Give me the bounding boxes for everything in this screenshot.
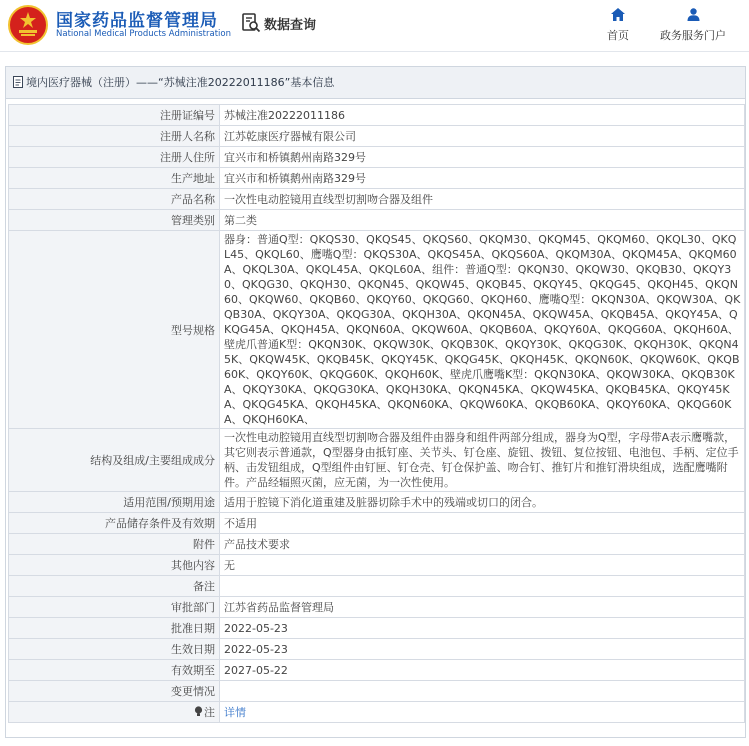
field-label: 适用范围/预期用途 [9,492,220,513]
field-value [220,576,745,597]
field-value [220,681,745,702]
table-row [9,189,745,210]
document-search-icon [241,13,261,33]
table-row [9,231,745,429]
site-header [0,0,749,52]
field-label: 注册人名称 [9,126,220,147]
field-value: 2027-05-22 [220,660,745,681]
table-row [9,576,745,597]
table-row [9,639,745,660]
field-label: 生效日期 [9,639,220,660]
site-title[interactable]: 国家药品监督管理局 [56,11,218,31]
table-row [9,513,745,534]
field-label: 有效期至 [9,660,220,681]
table-row [9,660,745,681]
field-value: 不适用 [220,513,745,534]
table-row [9,681,745,702]
field-label: 注册证编号 [9,105,220,126]
field-value: 产品技术要求 [220,534,745,555]
field-label: 结构及组成/主要组成成分 [9,429,220,492]
table-row [9,168,745,189]
lightbulb-icon [194,706,203,717]
field-label: 产品名称 [9,189,220,210]
field-value: 江苏省药品监督管理局 [220,597,745,618]
nav-service-label: 政务服务门户 [660,29,726,42]
field-label: 型号规格 [9,231,220,429]
field-value: 江苏乾康医疗器械有限公司 [220,126,745,147]
field-label: 生产地址 [9,168,220,189]
field-label: 注册人住所 [9,147,220,168]
field-label: 附件 [9,534,220,555]
field-value: 苏械注准20222011186 [220,105,745,126]
table-row [9,534,745,555]
breadcrumb-text: 境内医疗器械（注册）——“苏械注准20222011186”基本信息 [26,76,335,89]
field-label: 批准日期 [9,618,220,639]
field-label: 管理类别 [9,210,220,231]
nav-home[interactable] [600,8,636,44]
field-value: 一次性电动腔镜用直线型切割吻合器及组件 [220,189,745,210]
nav-home-label: 首页 [607,29,629,42]
table-row [9,597,745,618]
field-value: 2022-05-23 [220,618,745,639]
field-value: 无 [220,555,745,576]
field-value: 第二类 [220,210,745,231]
registration-info-table [8,104,745,723]
table-row [9,429,745,492]
detail-panel [5,66,746,738]
table-row [9,492,745,513]
data-query-label: 数据查询 [264,18,317,33]
document-icon [12,76,24,88]
table-row [9,147,745,168]
user-icon [687,8,700,21]
breadcrumb [6,67,745,99]
table-row [9,618,745,639]
field-label: 变更情况 [9,681,220,702]
field-value: 宜兴市和桥镇鹅州南路329号 [220,168,745,189]
nav-service-portal[interactable] [655,8,731,44]
field-value: 一次性电动腔镜用直线型切割吻合器及组件由器身和组件两部分组成，器身为Q型，字母带A表示鹰嘴款，其它则表示普通款，Q型器身由抵钉座、关节头、钉仓座、旋钮、拨钮、复位按钮、电池包、手柄、定位手柄、击发钮组成，Q型组件由钉匣、钉仓壳、钉仓保护盖、吻合钉、推钉片和推钉滑块组成，选配鹰嘴附件。产品经辐照灭菌，应无菌，为一次性使用。 [220,429,745,492]
table-row-note [9,702,745,723]
table-row [9,126,745,147]
detail-link[interactable]: 详情 [224,705,246,719]
table-row [9,105,745,126]
field-label: 审批部门 [9,597,220,618]
note-label: 注 [204,706,215,719]
field-value: 宜兴市和桥镇鹅州南路329号 [220,147,745,168]
field-label: 其他内容 [9,555,220,576]
field-label: 备注 [9,576,220,597]
table-row [9,210,745,231]
field-label: 产品储存条件及有效期 [9,513,220,534]
field-value-note [220,702,745,723]
field-value: 适用于腔镜下消化道重建及脏器切除手术中的残端或切口的闭合。 [220,492,745,513]
field-label-note [9,702,220,723]
table-row [9,555,745,576]
home-icon [611,8,625,21]
field-value: 器身：普通Q型：QKQS30、QKQS45、QKQS60、QKQM30、QKQM45、QKQM60、QKQL30、QKQL45、QKQL60、鹰嘴Q型：QKQS30A、QKQS45A、QKQS60A、QKQM30A、QKQM45A、QKQM60A、QKQL30A、QKQL45A、QKQL60A、组件：普通Q型：QKQN30、QKQW30、QKQB30、QKQY30、QKQG30、QKQH30、QKQN45、QKQW45、QKQB45、QKQY45、QKQG45、QKQH45、QKQN60、QKQW60、QKQB60、QKQY60、QKQG60、QKQH60、鹰嘴Q型：QKQN30A、QKQW30A、QKQB30A、QKQY30A、QKQG30A、QKQH30A、QKQN45A、QKQW45A、QKQB45A、QKQY45A、QKQG45A、QKQH45A、QKQN60A、QKQW60A、QKQB60A、QKQY60A、QKQG60A、QKQH60A、壁虎爪普通K型：QKQN30K、QKQW30K、QKQB30K、QKQY30K、QKQG30K、QKQH30K、QKQN45K、QKQW45K、QKQB45K、QKQY45K、QKQG45K、QKQH45K、QKQN60K、QKQW60K、QKQB60K、QKQY60K、QKQG60K、QKQH60K、壁虎爪鹰嘴K型：QKQN30KA、QKQW30KA、QKQB30KA、QKQY30KA、QKQG30KA、QKQH30KA、QKQN45KA、QKQW45KA、QKQB45KA、QKQY45KA、QKQG45KA、QKQH45KA、QKQN60KA、QKQW60KA、QKQB60KA、QKQY60KA、QKQG60KA、QKQH60KA、 [220,231,745,429]
field-value: 2022-05-23 [220,639,745,660]
national-emblem-icon [8,5,48,45]
site-subtitle: National Medical Products Administration [56,29,231,39]
